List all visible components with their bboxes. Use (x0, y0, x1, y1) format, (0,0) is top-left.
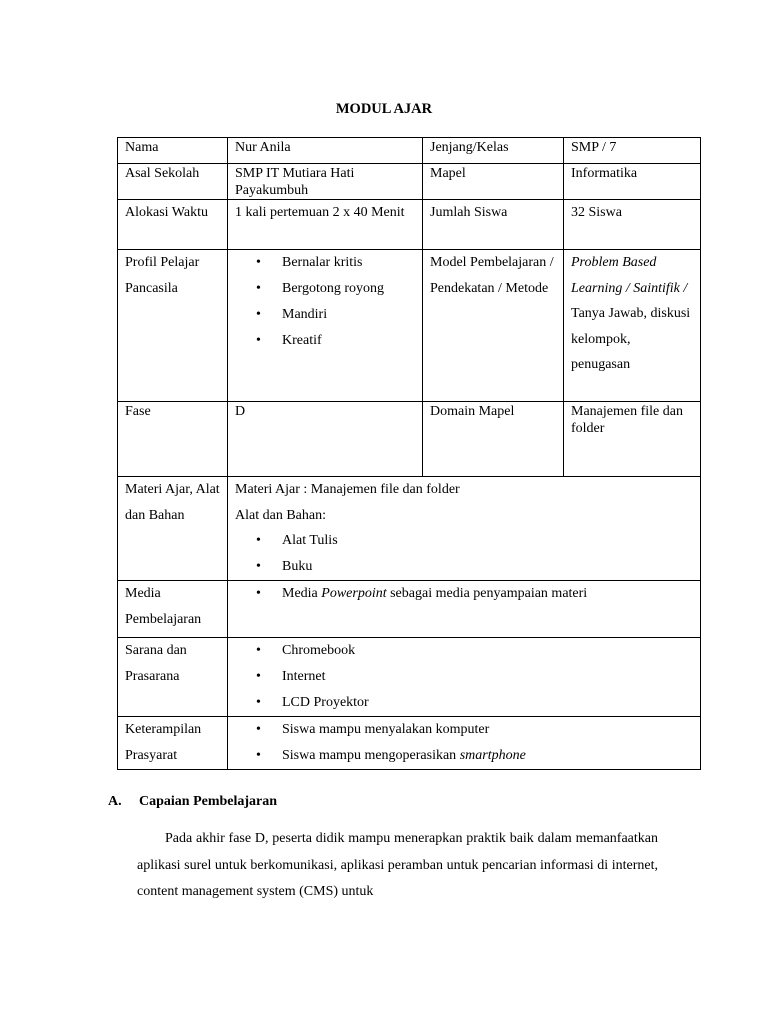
alokasi-label: Alokasi Waktu (118, 200, 228, 250)
fase-label: Fase (118, 402, 228, 477)
model-rest: Tanya Jawab, diskusi kelompok, penugasan (571, 306, 691, 372)
prasyarat-list (235, 717, 693, 769)
media-italic: Powerpoint (321, 586, 387, 601)
mapel-label: Mapel (423, 164, 564, 200)
profil-list (235, 250, 415, 354)
module-identity-table (117, 137, 701, 770)
profil-label: Profil Pelajar Pancasila (118, 250, 228, 402)
media-post: sebagai media penyampaian materi (386, 586, 588, 601)
table-row (118, 581, 701, 638)
media-pre: Media (282, 586, 322, 601)
materi-label: Materi Ajar, Alat dan Bahan (118, 477, 228, 581)
mapel-value: Informatika (564, 164, 701, 200)
list-item: • Internet (235, 664, 693, 690)
list-item: • Siswa mampu menyalakan komputer (235, 717, 693, 743)
jenjang-label: Jenjang/Kelas (423, 138, 564, 164)
paragraph-text: Pada akhir fase D, peserta didik mampu menerapkan praktik baik dalam memanfaatkan aplikasi surel untuk berkomunikasi, aplikasi peramban untuk pencarian informasi di internet, content management system (CMS) untuk (137, 831, 658, 899)
sarana-label: Sarana dan Prasarana (118, 638, 228, 717)
sarana-list (235, 638, 693, 716)
table-row (118, 402, 701, 477)
model-italic: Problem Based Learning / Saintifik / (571, 255, 688, 296)
sekolah-label: Asal Sekolah (118, 164, 228, 200)
list-item: • Mandiri (235, 302, 415, 328)
alat-bahan-line: Alat dan Bahan: (235, 507, 326, 523)
section-number: A. (108, 794, 122, 809)
list-item: • Buku (235, 554, 693, 580)
list-item: • Bergotong royong (235, 276, 415, 302)
fase-value: D (228, 402, 423, 477)
alat-list (235, 528, 693, 580)
prasyarat-label: Keterampilan Prasyarat (118, 717, 228, 770)
alokasi-value: 1 kali pertemuan 2 x 40 Menit (228, 200, 423, 250)
table-row (118, 200, 701, 250)
nama-label: Nama (118, 138, 228, 164)
media-list (235, 581, 693, 607)
nama-value: Nur Anila (228, 138, 423, 164)
media-label: Media Pembelajaran (118, 581, 228, 638)
section-heading (108, 794, 277, 810)
table-row (118, 638, 701, 717)
sekolah-value: SMP IT Mutiara Hati Payakumbuh (228, 164, 423, 200)
table-row (118, 164, 701, 200)
jenjang-value: SMP / 7 (564, 138, 701, 164)
domain-label: Domain Mapel (423, 402, 564, 477)
table-row (118, 477, 701, 581)
model-value (564, 250, 701, 402)
table-row (118, 717, 701, 770)
list-item (235, 581, 693, 607)
list-item: • Chromebook (235, 638, 693, 664)
prasyarat-italic: smartphone (459, 748, 526, 763)
list-item: • Alat Tulis (235, 528, 693, 554)
table-row (118, 138, 701, 164)
list-item: • Kreatif (235, 328, 415, 354)
list-item: • LCD Proyektor (235, 690, 693, 716)
jumlah-value: 32 Siswa (564, 200, 701, 250)
prasyarat-pre: Siswa mampu mengoperasikan (282, 748, 460, 763)
list-item (235, 743, 693, 769)
materi-line: Materi Ajar : Manajemen file dan folder (235, 482, 460, 497)
section-paragraph (137, 826, 658, 906)
table-row (118, 250, 701, 402)
domain-value: Manajemen file dan folder (564, 402, 701, 477)
list-item: • Bernalar kritis (235, 250, 415, 276)
jumlah-label: Jumlah Siswa (423, 200, 564, 250)
document-title: MODUL AJAR (335, 101, 433, 117)
section-title: Capaian Pembelajaran (139, 794, 278, 809)
model-label: Model Pembelajaran / Pendekatan / Metode (423, 250, 564, 402)
